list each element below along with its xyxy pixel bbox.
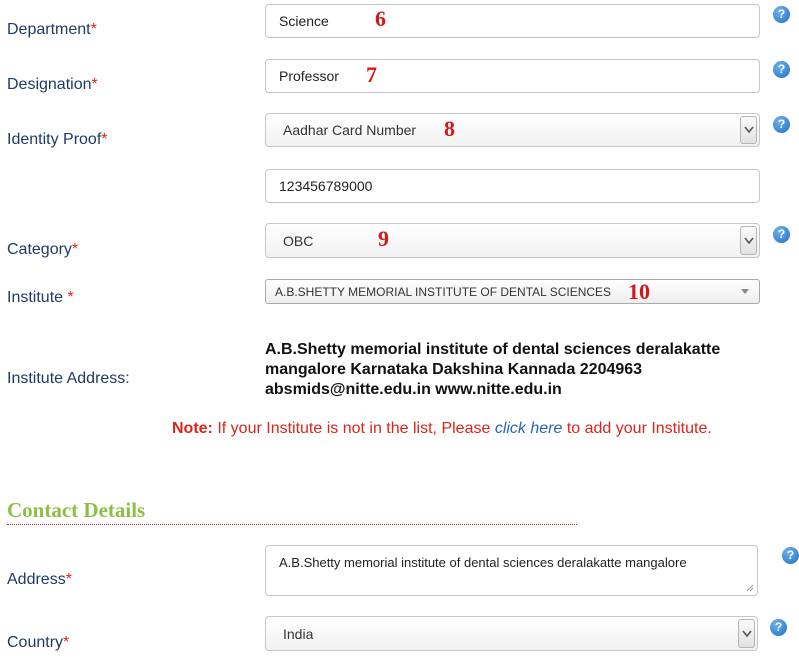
country-label: Country* <box>7 634 70 651</box>
address-line: A.B.Shetty memorial institute of dental sciences deralakatte <box>265 341 721 358</box>
annotation-number: 7 <box>366 62 377 87</box>
annotation-number: 8 <box>444 116 455 141</box>
institute-address-label: Institute Address: <box>7 370 130 387</box>
category-select[interactable]: OBC <box>265 223 760 258</box>
designation-input[interactable]: Professor <box>265 59 760 93</box>
resize-handle-icon[interactable] <box>746 584 754 592</box>
identity-proof-select[interactable]: Aadhar Card Number <box>265 113 760 147</box>
department-input[interactable]: Science <box>265 4 760 38</box>
annotation-number: 6 <box>375 6 386 31</box>
category-label: Category* <box>7 241 79 258</box>
annotation-number: 9 <box>378 226 389 251</box>
help-icon[interactable]: ? <box>773 226 790 243</box>
help-icon[interactable]: ? <box>782 547 799 564</box>
chevron-down-icon[interactable] <box>738 619 755 648</box>
note-text: If your Institute is not in the list, Please <box>212 420 495 437</box>
address-value: A.B.Shetty memorial institute of dental sciences deralakatte mangalore <box>279 555 687 570</box>
chevron-down-icon[interactable] <box>740 116 757 144</box>
help-icon[interactable]: ? <box>773 61 790 78</box>
address-textarea[interactable] <box>265 545 758 596</box>
annotation-number: 10 <box>628 279 650 304</box>
department-label: Department* <box>7 21 97 38</box>
help-icon[interactable]: ? <box>773 116 790 133</box>
note-prefix: Note: <box>172 420 213 437</box>
section-title: Contact Details <box>7 498 146 522</box>
add-institute-link[interactable]: click here <box>494 420 563 437</box>
institute-select[interactable]: A.B.SHETTY MEMORIAL INSTITUTE OF DENTAL SCIENCES <box>265 279 760 304</box>
note-text: to add your Institute. <box>562 420 712 437</box>
section-divider <box>7 524 577 525</box>
address-line: mangalore Karnataka Dakshina Kannada 2204963 <box>265 361 643 378</box>
institute-label: Institute * <box>7 289 74 306</box>
caret-down-icon <box>741 289 749 294</box>
help-icon[interactable]: ? <box>773 6 790 23</box>
country-select[interactable]: India <box>265 616 758 651</box>
chevron-down-icon[interactable] <box>740 226 757 255</box>
address-line: absmids@nitte.edu.in www.nitte.edu.in <box>265 381 562 398</box>
address-label: Address* <box>7 571 72 588</box>
identity-number-input[interactable]: 123456789000 <box>265 169 760 203</box>
designation-label: Designation* <box>7 76 98 93</box>
help-icon[interactable]: ? <box>770 619 787 636</box>
institute-note <box>172 420 712 438</box>
institute-address-text <box>265 340 785 400</box>
identity-proof-label: Identity Proof* <box>7 131 108 148</box>
